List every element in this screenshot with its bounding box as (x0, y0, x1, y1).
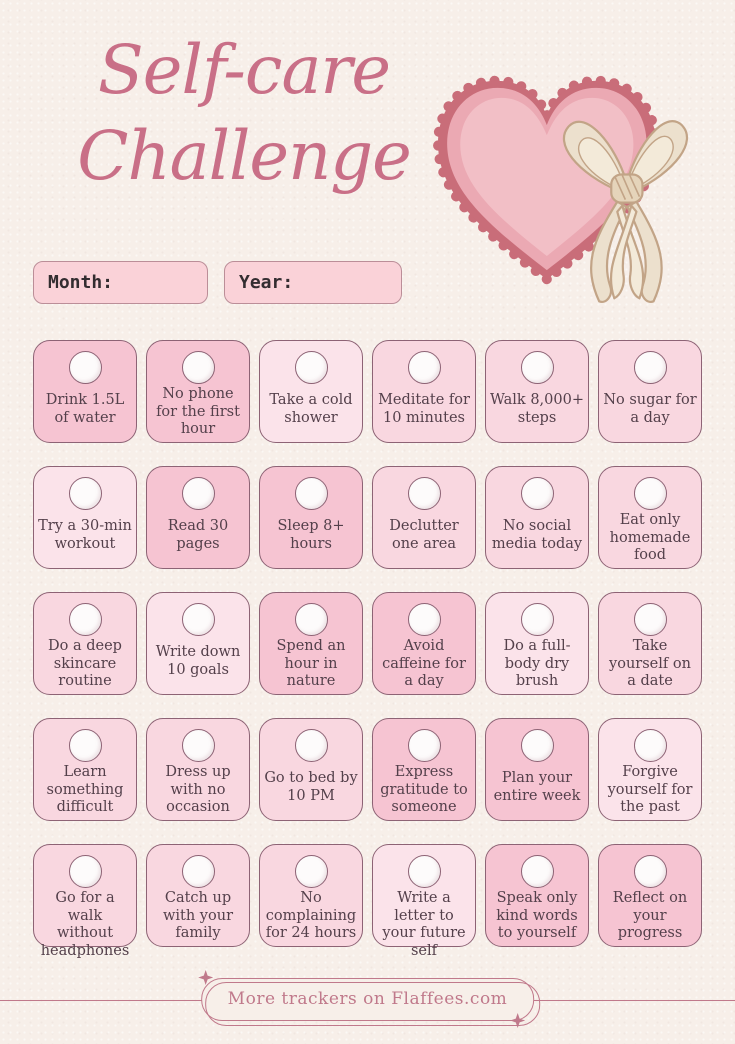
month-label: Month: (48, 272, 114, 293)
challenge-card (372, 718, 476, 821)
challenge-label: Write down 10 goals (155, 644, 241, 678)
challenge-card (485, 718, 589, 821)
challenge-card (598, 592, 702, 695)
check-circle[interactable] (295, 351, 328, 384)
page-title (34, 28, 454, 200)
challenge-card (485, 844, 589, 947)
check-circle[interactable] (69, 855, 102, 888)
check-circle[interactable] (69, 729, 102, 762)
challenge-card (485, 340, 589, 443)
check-circle[interactable] (182, 603, 215, 636)
challenge-label: Go to bed by 10 PM (264, 770, 358, 804)
challenge-card (598, 340, 702, 443)
challenge-label: No complaining for 24 hours (265, 890, 357, 942)
challenge-card (33, 466, 137, 569)
title-line-1: Self-care (97, 31, 391, 109)
challenge-label: Dress up with no occasion (165, 764, 231, 816)
check-circle[interactable] (521, 855, 554, 888)
challenge-card (485, 592, 589, 695)
check-circle[interactable] (182, 477, 215, 510)
year-field[interactable] (224, 261, 402, 304)
challenge-label: No sugar for a day (603, 392, 697, 426)
challenge-label: Write a letter to your future self (382, 890, 466, 960)
challenge-label: Try a 30-min workout (38, 518, 132, 552)
check-circle[interactable] (69, 351, 102, 384)
check-circle[interactable] (182, 729, 215, 762)
challenge-card (33, 718, 137, 821)
challenge-card (33, 844, 137, 960)
check-circle[interactable] (295, 603, 328, 636)
challenge-label: Read 30 pages (167, 518, 229, 552)
challenge-label: Speak only kind words to yourself (496, 890, 578, 942)
challenge-label: Meditate for 10 minutes (378, 392, 470, 426)
challenge-label: Reflect on your progress (612, 890, 688, 942)
fields-row (33, 261, 402, 304)
challenge-card (598, 844, 702, 947)
month-field[interactable] (33, 261, 208, 304)
challenge-label: Plan your entire week (493, 770, 581, 804)
check-circle[interactable] (295, 729, 328, 762)
challenge-label: Go for a walk without headphones (40, 890, 130, 960)
heart-bow-illustration (428, 52, 720, 310)
challenge-card (598, 718, 702, 821)
challenge-card (146, 844, 250, 947)
challenge-label: No social media today (491, 518, 583, 552)
check-circle[interactable] (521, 603, 554, 636)
footer (0, 978, 735, 1024)
challenge-card (372, 844, 476, 960)
challenge-card (146, 592, 250, 695)
challenge-card (372, 466, 476, 569)
footer-link-text: More trackers on Flaffees.com (227, 989, 508, 1009)
check-circle[interactable] (408, 351, 441, 384)
check-circle[interactable] (182, 855, 215, 888)
check-circle[interactable] (182, 351, 215, 384)
challenge-label: Avoid caffeine for a day (382, 638, 466, 690)
check-circle[interactable] (408, 729, 441, 762)
check-circle[interactable] (69, 477, 102, 510)
title-line-2: Challenge (77, 116, 411, 195)
challenge-label: Spend an hour in nature (276, 638, 346, 690)
challenge-card (33, 340, 137, 443)
check-circle[interactable] (69, 603, 102, 636)
sparkle-icon (510, 1013, 525, 1028)
challenge-card (33, 592, 137, 695)
challenge-label: Drink 1.5L of water (45, 392, 125, 426)
challenge-card (259, 718, 363, 821)
check-circle[interactable] (521, 351, 554, 384)
challenge-label: Take a cold shower (269, 392, 353, 426)
challenge-card (259, 592, 363, 695)
challenge-card (259, 844, 363, 947)
challenge-label: Do a deep skincare routine (48, 638, 122, 690)
check-circle[interactable] (408, 603, 441, 636)
challenge-label: Sleep 8+ hours (277, 518, 345, 552)
footer-pill[interactable] (201, 978, 535, 1021)
challenge-card (598, 466, 702, 569)
challenge-label: Learn something difficult (46, 764, 124, 816)
check-circle[interactable] (634, 603, 667, 636)
challenge-card (146, 718, 250, 821)
challenge-card (372, 592, 476, 695)
check-circle[interactable] (521, 477, 554, 510)
check-circle[interactable] (521, 729, 554, 762)
challenge-label: Declutter one area (389, 518, 459, 552)
check-circle[interactable] (295, 477, 328, 510)
year-label: Year: (239, 272, 294, 293)
challenge-label: Express gratitude to someone (380, 764, 468, 816)
check-circle[interactable] (408, 855, 441, 888)
challenge-card (259, 340, 363, 443)
challenge-card (485, 466, 589, 569)
challenge-label: Walk 8,000+ steps (490, 392, 584, 426)
check-circle[interactable] (634, 351, 667, 384)
challenge-card (372, 340, 476, 443)
challenge-card (146, 340, 250, 443)
challenge-card (259, 466, 363, 569)
challenge-label: Take yourself on a date (609, 638, 691, 690)
challenge-label: Do a full-body dry brush (503, 638, 571, 690)
check-circle[interactable] (295, 855, 328, 888)
check-circle[interactable] (634, 855, 667, 888)
sparkle-icon (198, 970, 213, 985)
challenge-label: Eat only homemade food (609, 512, 691, 564)
challenge-label: No phone for the first hour (156, 386, 240, 438)
check-circle[interactable] (408, 477, 441, 510)
check-circle[interactable] (634, 477, 667, 510)
challenge-grid (33, 340, 702, 960)
check-circle[interactable] (634, 729, 667, 762)
challenge-label: Catch up with your family (162, 890, 233, 942)
challenge-label: Forgive yourself for the past (607, 764, 693, 816)
challenge-card (146, 466, 250, 569)
